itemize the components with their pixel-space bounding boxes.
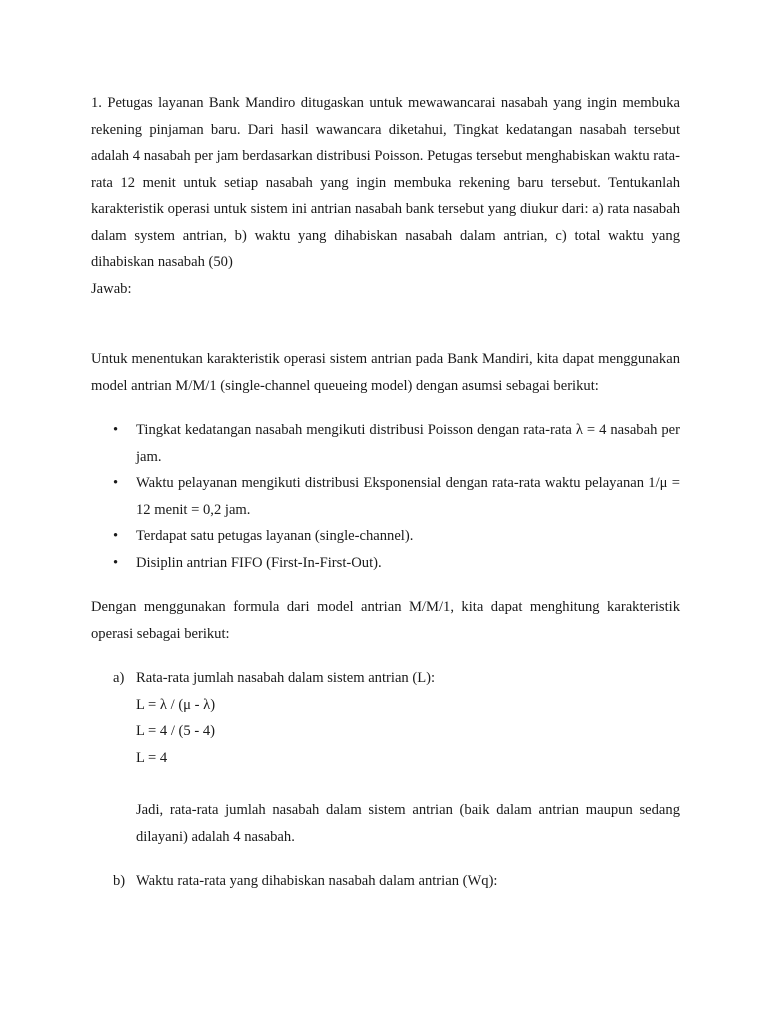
part-a-conclusion: Jadi, rata-rata jumlah nasabah dalam sistem antrian (baik dalam antrian maupun sedang dilayani) adalah 4 nasabah. <box>136 802 680 845</box>
spacer <box>91 302 680 346</box>
spacer <box>91 576 680 594</box>
part-b-marker: b) <box>113 873 126 889</box>
list-item <box>91 470 680 523</box>
part-b-title: Waktu rata-rata yang dihabiskan nasabah dalam antrian (Wq): <box>136 873 498 889</box>
formula-intro: Dengan menggunakan formula dari model antrian M/M/1, kita dapat menghitung karakteristik operasi sebagai berikut: <box>91 599 680 642</box>
spacer <box>136 771 680 797</box>
document-page <box>91 90 680 895</box>
assumption-text: Waktu pelayanan mengikuti distribusi Eksponensial dengan rata-rata waktu pelayanan 1/μ = 12 menit = 0,2 jam. <box>136 475 680 518</box>
intro-paragraph: Untuk menentukan karakteristik operasi sistem antrian pada Bank Mandiri, kita dapat menggunakan model antrian M/M/1 (single-channel queueing model) dengan asumsi sebagai berikut: <box>91 351 680 394</box>
part-a-title: Rata-rata jumlah nasabah dalam sistem antrian (L): <box>136 670 436 686</box>
bullet-icon: • <box>113 475 119 491</box>
answer-label: Jawab: <box>91 280 132 297</box>
list-item <box>91 550 680 577</box>
assumption-list <box>91 417 680 576</box>
bullet-icon: • <box>113 528 119 544</box>
assumption-text: Tingkat kedatangan nasabah mengikuti distribusi Poisson dengan rata-rata λ = 4 nasabah per jam. <box>136 422 680 465</box>
formula-line: L = 4 / (5 - 4) <box>136 723 216 739</box>
part-a-marker: a) <box>113 670 125 686</box>
part-a <box>91 665 680 850</box>
spacer <box>91 647 680 665</box>
list-item <box>91 523 680 550</box>
list-item <box>91 417 680 470</box>
formula-line: L = λ / (μ - λ) <box>136 696 216 713</box>
spacer <box>91 850 680 868</box>
spacer <box>91 399 680 417</box>
question-text: 1. Petugas layanan Bank Mandiro ditugaskan untuk mewawancarai nasabah yang ingin membuka rekening pinjaman baru. Dari hasil wawancara diketahui, Tingkat kedatangan nasabah tersebut adalah 4 nasabah per jam berdasarkan distribusi Poisson. Petugas tersebut menghabiskan waktu rata-rata 12 menit untuk setiap nasabah yang ingin membuka rekening baru tersebut. Tentukanlah karakteristik operasi untuk sistem ini antrian nasabah bank tersebut yang diukur dari: a) rata nasabah dalam system antrian, b) waktu yang dihabiskan nasabah dalam antrian, c) total waktu yang dihabiskan nasabah (50) <box>91 95 680 270</box>
part-b <box>91 868 680 895</box>
formula-line: L = 4 <box>136 749 168 766</box>
bullet-icon: • <box>113 554 119 571</box>
bullet-icon: • <box>113 422 119 438</box>
assumption-text: Terdapat satu petugas layanan (single-channel). <box>136 528 414 544</box>
assumption-text: Disiplin antrian FIFO (First-In-First-Out). <box>136 554 382 571</box>
